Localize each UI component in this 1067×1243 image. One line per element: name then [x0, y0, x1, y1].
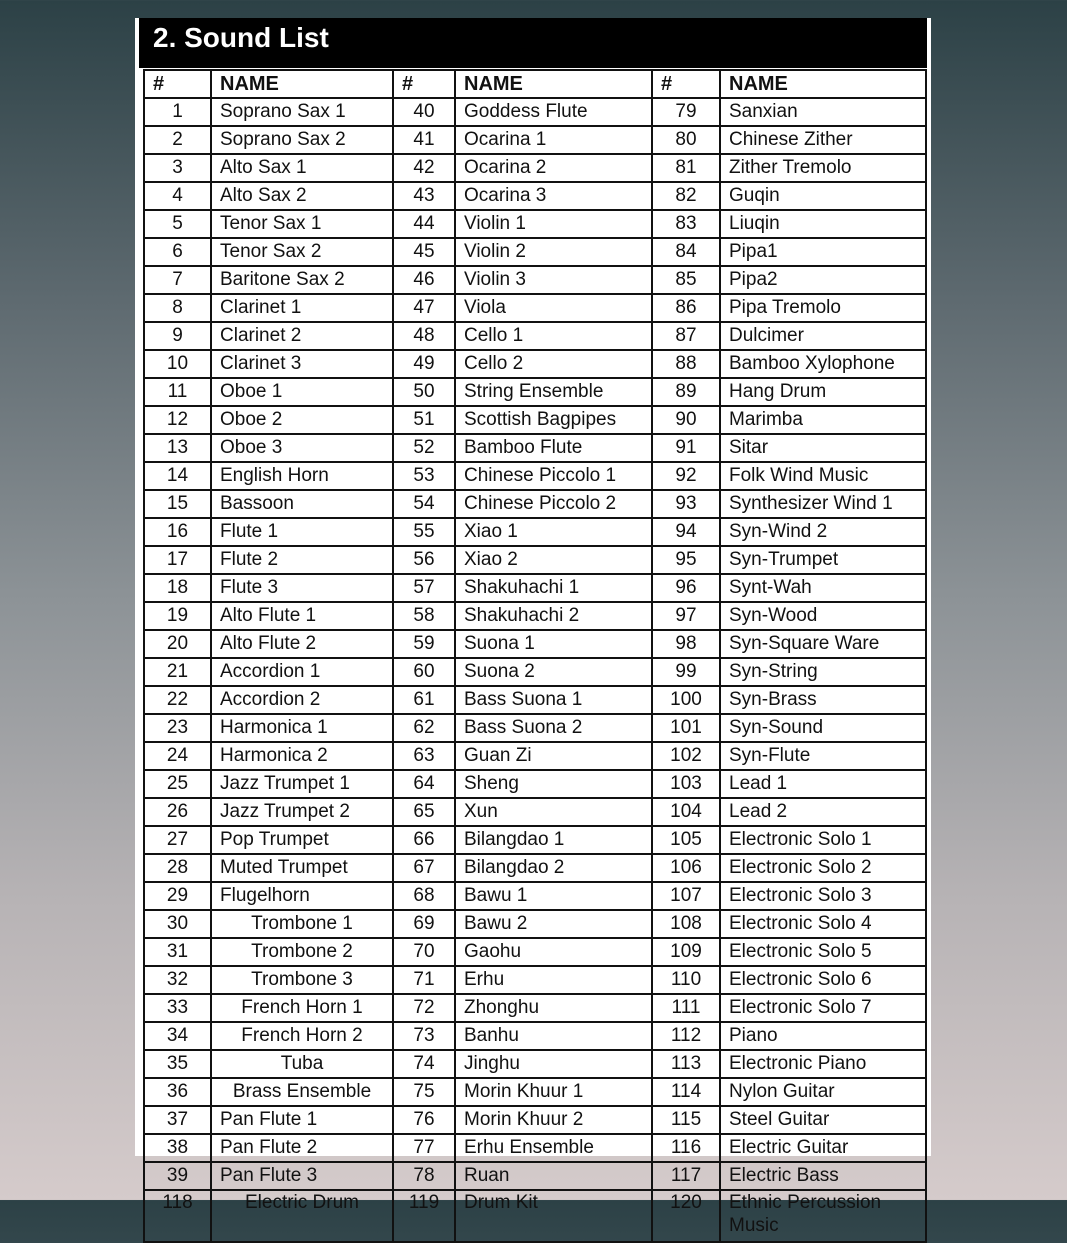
table-row [144, 322, 926, 350]
table-header-row [144, 70, 926, 98]
sound-name: Hang Drum [720, 378, 926, 406]
sound-number: 19 [144, 602, 211, 630]
sound-name: Jazz Trumpet 2 [211, 798, 393, 826]
sound-number: 67 [393, 854, 455, 882]
table-row [144, 406, 926, 434]
sound-number: 46 [393, 266, 455, 294]
sound-number: 86 [652, 294, 720, 322]
sound-number: 52 [393, 434, 455, 462]
table-row [144, 266, 926, 294]
sound-name: Steel Guitar [720, 1106, 926, 1134]
sound-name: Pipa Tremolo [720, 294, 926, 322]
sound-number: 87 [652, 322, 720, 350]
sound-name: Oboe 2 [211, 406, 393, 434]
sound-number: 59 [393, 630, 455, 658]
sound-name: Alto Sax 1 [211, 154, 393, 182]
sound-name: Flugelhorn [211, 882, 393, 910]
sound-name: Dulcimer [720, 322, 926, 350]
sound-number: 22 [144, 686, 211, 714]
sound-number: 29 [144, 882, 211, 910]
sound-name: Violin 2 [455, 238, 652, 266]
sound-name: Sitar [720, 434, 926, 462]
sound-number: 100 [652, 686, 720, 714]
sound-number: 3 [144, 154, 211, 182]
sound-name: Ocarina 1 [455, 126, 652, 154]
sound-name: Bawu 1 [455, 882, 652, 910]
sound-name: Suona 1 [455, 630, 652, 658]
sound-name: Lead 2 [720, 798, 926, 826]
sound-name: Zither Tremolo [720, 154, 926, 182]
sound-number: 37 [144, 1106, 211, 1134]
sound-number: 63 [393, 742, 455, 770]
sound-name: Bawu 2 [455, 910, 652, 938]
sound-name: Trombone 3 [211, 966, 393, 994]
table-row [144, 1190, 926, 1242]
table-row [144, 1050, 926, 1078]
sound-number: 113 [652, 1050, 720, 1078]
sound-number: 9 [144, 322, 211, 350]
table-row [144, 574, 926, 602]
sound-number: 84 [652, 238, 720, 266]
sound-number: 88 [652, 350, 720, 378]
table-row [144, 714, 926, 742]
sound-number: 33 [144, 994, 211, 1022]
sound-name: Morin Khuur 1 [455, 1078, 652, 1106]
sound-number: 79 [652, 98, 720, 126]
sound-number: 30 [144, 910, 211, 938]
header-name: NAME [211, 70, 393, 98]
sound-number: 36 [144, 1078, 211, 1106]
sound-number: 105 [652, 826, 720, 854]
sound-number: 68 [393, 882, 455, 910]
sound-name: Xun [455, 798, 652, 826]
sound-number: 119 [393, 1190, 455, 1242]
table-row [144, 238, 926, 266]
sound-name: Jazz Trumpet 1 [211, 770, 393, 798]
sound-name: Harmonica 1 [211, 714, 393, 742]
table-row [144, 602, 926, 630]
sound-number: 108 [652, 910, 720, 938]
sound-name: Alto Flute 2 [211, 630, 393, 658]
sound-number: 48 [393, 322, 455, 350]
sound-number: 1 [144, 98, 211, 126]
sound-name: Chinese Piccolo 2 [455, 490, 652, 518]
sound-name: Erhu [455, 966, 652, 994]
sound-number: 61 [393, 686, 455, 714]
sound-number: 114 [652, 1078, 720, 1106]
sound-name: English Horn [211, 462, 393, 490]
sound-number: 4 [144, 182, 211, 210]
sound-name: Sanxian [720, 98, 926, 126]
sound-name: Synthesizer Wind 1 [720, 490, 926, 518]
sound-name: Electric Bass [720, 1162, 926, 1190]
sound-name: Syn-Brass [720, 686, 926, 714]
sound-name: Alto Flute 1 [211, 602, 393, 630]
sound-number: 51 [393, 406, 455, 434]
sound-number: 75 [393, 1078, 455, 1106]
sound-name: Flute 1 [211, 518, 393, 546]
sound-name: French Horn 2 [211, 1022, 393, 1050]
sound-number: 112 [652, 1022, 720, 1050]
sound-number: 41 [393, 126, 455, 154]
sound-number: 116 [652, 1134, 720, 1162]
sound-number: 44 [393, 210, 455, 238]
sound-name: Liuqin [720, 210, 926, 238]
table-row [144, 210, 926, 238]
sound-number: 103 [652, 770, 720, 798]
sound-number: 26 [144, 798, 211, 826]
sound-name: Bilangdao 2 [455, 854, 652, 882]
sound-number: 11 [144, 378, 211, 406]
sound-name: Guqin [720, 182, 926, 210]
table-row [144, 182, 926, 210]
sound-number: 25 [144, 770, 211, 798]
sound-number: 111 [652, 994, 720, 1022]
table-row [144, 938, 926, 966]
table-row [144, 1106, 926, 1134]
sound-name: Viola [455, 294, 652, 322]
sound-name: Nylon Guitar [720, 1078, 926, 1106]
sound-name: Ruan [455, 1162, 652, 1190]
sound-number: 6 [144, 238, 211, 266]
sound-name: Xiao 2 [455, 546, 652, 574]
table-row [144, 798, 926, 826]
sound-number: 32 [144, 966, 211, 994]
sound-name: Bassoon [211, 490, 393, 518]
sound-name: Lead 1 [720, 770, 926, 798]
header-num: # [393, 70, 455, 98]
sound-name: Sheng [455, 770, 652, 798]
sound-name: Muted Trumpet [211, 854, 393, 882]
sound-name: Pipa2 [720, 266, 926, 294]
sound-name: Chinese Piccolo 1 [455, 462, 652, 490]
sound-number: 15 [144, 490, 211, 518]
sound-name: Pipa1 [720, 238, 926, 266]
sound-name: Oboe 1 [211, 378, 393, 406]
sound-name: Electronic Solo 3 [720, 882, 926, 910]
table-row [144, 742, 926, 770]
sound-name: Soprano Sax 1 [211, 98, 393, 126]
sound-name: Ethnic Percussion Music [720, 1190, 926, 1242]
sound-number: 23 [144, 714, 211, 742]
table-row [144, 1162, 926, 1190]
sound-name: Bamboo Xylophone [720, 350, 926, 378]
sound-name: Syn-Trumpet [720, 546, 926, 574]
sound-name: Violin 1 [455, 210, 652, 238]
sound-number: 95 [652, 546, 720, 574]
table-row [144, 1022, 926, 1050]
table-row [144, 1078, 926, 1106]
sound-name: Cello 1 [455, 322, 652, 350]
table-row [144, 966, 926, 994]
table-row [144, 294, 926, 322]
sound-name: Pop Trumpet [211, 826, 393, 854]
sound-number: 74 [393, 1050, 455, 1078]
sound-number: 45 [393, 238, 455, 266]
sound-name: Syn-Flute [720, 742, 926, 770]
sound-name: Tenor Sax 1 [211, 210, 393, 238]
sound-name: Chinese Zither [720, 126, 926, 154]
sound-number: 110 [652, 966, 720, 994]
sound-number: 106 [652, 854, 720, 882]
sound-name: Electronic Solo 5 [720, 938, 926, 966]
sound-number: 109 [652, 938, 720, 966]
sound-name: Shakuhachi 2 [455, 602, 652, 630]
sound-name: Synt-Wah [720, 574, 926, 602]
table-row [144, 630, 926, 658]
sound-name: Electric Guitar [720, 1134, 926, 1162]
sound-name: Electronic Solo 6 [720, 966, 926, 994]
table-row [144, 518, 926, 546]
header-name: NAME [720, 70, 926, 98]
table-row [144, 378, 926, 406]
sound-number: 53 [393, 462, 455, 490]
sound-number: 120 [652, 1190, 720, 1242]
sound-name: Electronic Solo 7 [720, 994, 926, 1022]
sound-name: Soprano Sax 2 [211, 126, 393, 154]
header-name: NAME [455, 70, 652, 98]
sound-number: 73 [393, 1022, 455, 1050]
sound-name: Brass Ensemble [211, 1078, 393, 1106]
sound-number: 78 [393, 1162, 455, 1190]
sound-number: 10 [144, 350, 211, 378]
sound-number: 115 [652, 1106, 720, 1134]
sound-name: Bilangdao 1 [455, 826, 652, 854]
sound-name: Electronic Solo 4 [720, 910, 926, 938]
sound-number: 85 [652, 266, 720, 294]
sound-name: Electronic Solo 1 [720, 826, 926, 854]
sound-name: Pan Flute 2 [211, 1134, 393, 1162]
sound-list-table [143, 69, 927, 1243]
sound-name: Flute 3 [211, 574, 393, 602]
sound-name: Tuba [211, 1050, 393, 1078]
sound-number: 2 [144, 126, 211, 154]
sound-name: Clarinet 2 [211, 322, 393, 350]
sound-number: 94 [652, 518, 720, 546]
table-row [144, 154, 926, 182]
sound-number: 104 [652, 798, 720, 826]
sound-name: Cello 2 [455, 350, 652, 378]
sound-name: Electric Drum [211, 1190, 393, 1242]
sound-number: 64 [393, 770, 455, 798]
sound-number: 62 [393, 714, 455, 742]
sound-number: 97 [652, 602, 720, 630]
sound-number: 43 [393, 182, 455, 210]
sound-name: Syn-Sound [720, 714, 926, 742]
sound-name: Trombone 2 [211, 938, 393, 966]
sound-number: 81 [652, 154, 720, 182]
sound-number: 77 [393, 1134, 455, 1162]
sound-number: 7 [144, 266, 211, 294]
sound-name: Clarinet 3 [211, 350, 393, 378]
sound-name: French Horn 1 [211, 994, 393, 1022]
sound-name: Scottish Bagpipes [455, 406, 652, 434]
sound-name: Clarinet 1 [211, 294, 393, 322]
sound-number: 65 [393, 798, 455, 826]
sound-number: 71 [393, 966, 455, 994]
sound-number: 55 [393, 518, 455, 546]
table-row [144, 854, 926, 882]
sound-number: 117 [652, 1162, 720, 1190]
table-body [144, 98, 926, 1242]
sound-number: 14 [144, 462, 211, 490]
table-row [144, 826, 926, 854]
sound-number: 49 [393, 350, 455, 378]
sound-number: 69 [393, 910, 455, 938]
sound-name: Morin Khuur 2 [455, 1106, 652, 1134]
sound-name: Baritone Sax 2 [211, 266, 393, 294]
sound-name: Accordion 1 [211, 658, 393, 686]
table-row [144, 658, 926, 686]
sound-name: Suona 2 [455, 658, 652, 686]
sound-name: Piano [720, 1022, 926, 1050]
sound-name: Trombone 1 [211, 910, 393, 938]
table-row [144, 882, 926, 910]
table-row [144, 462, 926, 490]
sound-number: 98 [652, 630, 720, 658]
sound-name: Bass Suona 2 [455, 714, 652, 742]
page-title: 2. Sound List [139, 18, 927, 68]
sound-number: 70 [393, 938, 455, 966]
table-row [144, 994, 926, 1022]
sound-name: Alto Sax 2 [211, 182, 393, 210]
header-num: # [652, 70, 720, 98]
sound-name: Flute 2 [211, 546, 393, 574]
sound-number: 20 [144, 630, 211, 658]
sound-number: 17 [144, 546, 211, 574]
sound-name: Syn-Wood [720, 602, 926, 630]
table-row [144, 546, 926, 574]
sound-name: Ocarina 3 [455, 182, 652, 210]
sound-number: 60 [393, 658, 455, 686]
sound-number: 18 [144, 574, 211, 602]
sound-name: Bamboo Flute [455, 434, 652, 462]
sound-number: 24 [144, 742, 211, 770]
sound-name: Accordion 2 [211, 686, 393, 714]
sound-number: 39 [144, 1162, 211, 1190]
sound-name: Syn-String [720, 658, 926, 686]
sound-number: 47 [393, 294, 455, 322]
sound-list-page [135, 18, 931, 1236]
sound-number: 16 [144, 518, 211, 546]
sound-number: 107 [652, 882, 720, 910]
sound-number: 38 [144, 1134, 211, 1162]
sound-number: 31 [144, 938, 211, 966]
sound-number: 35 [144, 1050, 211, 1078]
sound-number: 28 [144, 854, 211, 882]
sound-name: Harmonica 2 [211, 742, 393, 770]
sound-name: Bass Suona 1 [455, 686, 652, 714]
sound-number: 56 [393, 546, 455, 574]
sound-name: Violin 3 [455, 266, 652, 294]
sound-name: Gaohu [455, 938, 652, 966]
sound-name: Folk Wind Music [720, 462, 926, 490]
sound-number: 90 [652, 406, 720, 434]
sound-number: 13 [144, 434, 211, 462]
sound-name: Electronic Solo 2 [720, 854, 926, 882]
sound-name: String Ensemble [455, 378, 652, 406]
sound-name: Pan Flute 3 [211, 1162, 393, 1190]
sound-number: 99 [652, 658, 720, 686]
table-row [144, 126, 926, 154]
sound-name: Jinghu [455, 1050, 652, 1078]
table-row [144, 350, 926, 378]
sound-number: 83 [652, 210, 720, 238]
sound-number: 21 [144, 658, 211, 686]
sound-number: 57 [393, 574, 455, 602]
sound-number: 12 [144, 406, 211, 434]
sound-name: Pan Flute 1 [211, 1106, 393, 1134]
table-row [144, 686, 926, 714]
sound-number: 50 [393, 378, 455, 406]
sound-number: 27 [144, 826, 211, 854]
sound-number: 96 [652, 574, 720, 602]
sound-number: 93 [652, 490, 720, 518]
sound-number: 80 [652, 126, 720, 154]
sound-name: Xiao 1 [455, 518, 652, 546]
sound-name: Marimba [720, 406, 926, 434]
sound-name: Shakuhachi 1 [455, 574, 652, 602]
table-row [144, 910, 926, 938]
sound-number: 58 [393, 602, 455, 630]
sound-name: Syn-Square Ware [720, 630, 926, 658]
sound-number: 92 [652, 462, 720, 490]
sound-number: 5 [144, 210, 211, 238]
sound-name: Banhu [455, 1022, 652, 1050]
table-row [144, 490, 926, 518]
sound-name: Erhu Ensemble [455, 1134, 652, 1162]
sound-name: Oboe 3 [211, 434, 393, 462]
sound-number: 82 [652, 182, 720, 210]
sound-number: 91 [652, 434, 720, 462]
sound-number: 89 [652, 378, 720, 406]
sound-name: Zhonghu [455, 994, 652, 1022]
table-row [144, 98, 926, 126]
sound-name: Ocarina 2 [455, 154, 652, 182]
table-row [144, 770, 926, 798]
sound-number: 118 [144, 1190, 211, 1242]
sound-name: Electronic Piano [720, 1050, 926, 1078]
sound-number: 76 [393, 1106, 455, 1134]
sound-name: Syn-Wind 2 [720, 518, 926, 546]
table-row [144, 1134, 926, 1162]
sound-name: Guan Zi [455, 742, 652, 770]
sound-number: 66 [393, 826, 455, 854]
sound-number: 101 [652, 714, 720, 742]
sound-name: Goddess Flute [455, 98, 652, 126]
table-row [144, 434, 926, 462]
sound-number: 34 [144, 1022, 211, 1050]
sound-number: 72 [393, 994, 455, 1022]
sound-name: Drum Kit [455, 1190, 652, 1242]
sound-number: 8 [144, 294, 211, 322]
sound-number: 102 [652, 742, 720, 770]
sound-number: 40 [393, 98, 455, 126]
sound-number: 42 [393, 154, 455, 182]
sound-name: Tenor Sax 2 [211, 238, 393, 266]
header-num: # [144, 70, 211, 98]
sound-number: 54 [393, 490, 455, 518]
